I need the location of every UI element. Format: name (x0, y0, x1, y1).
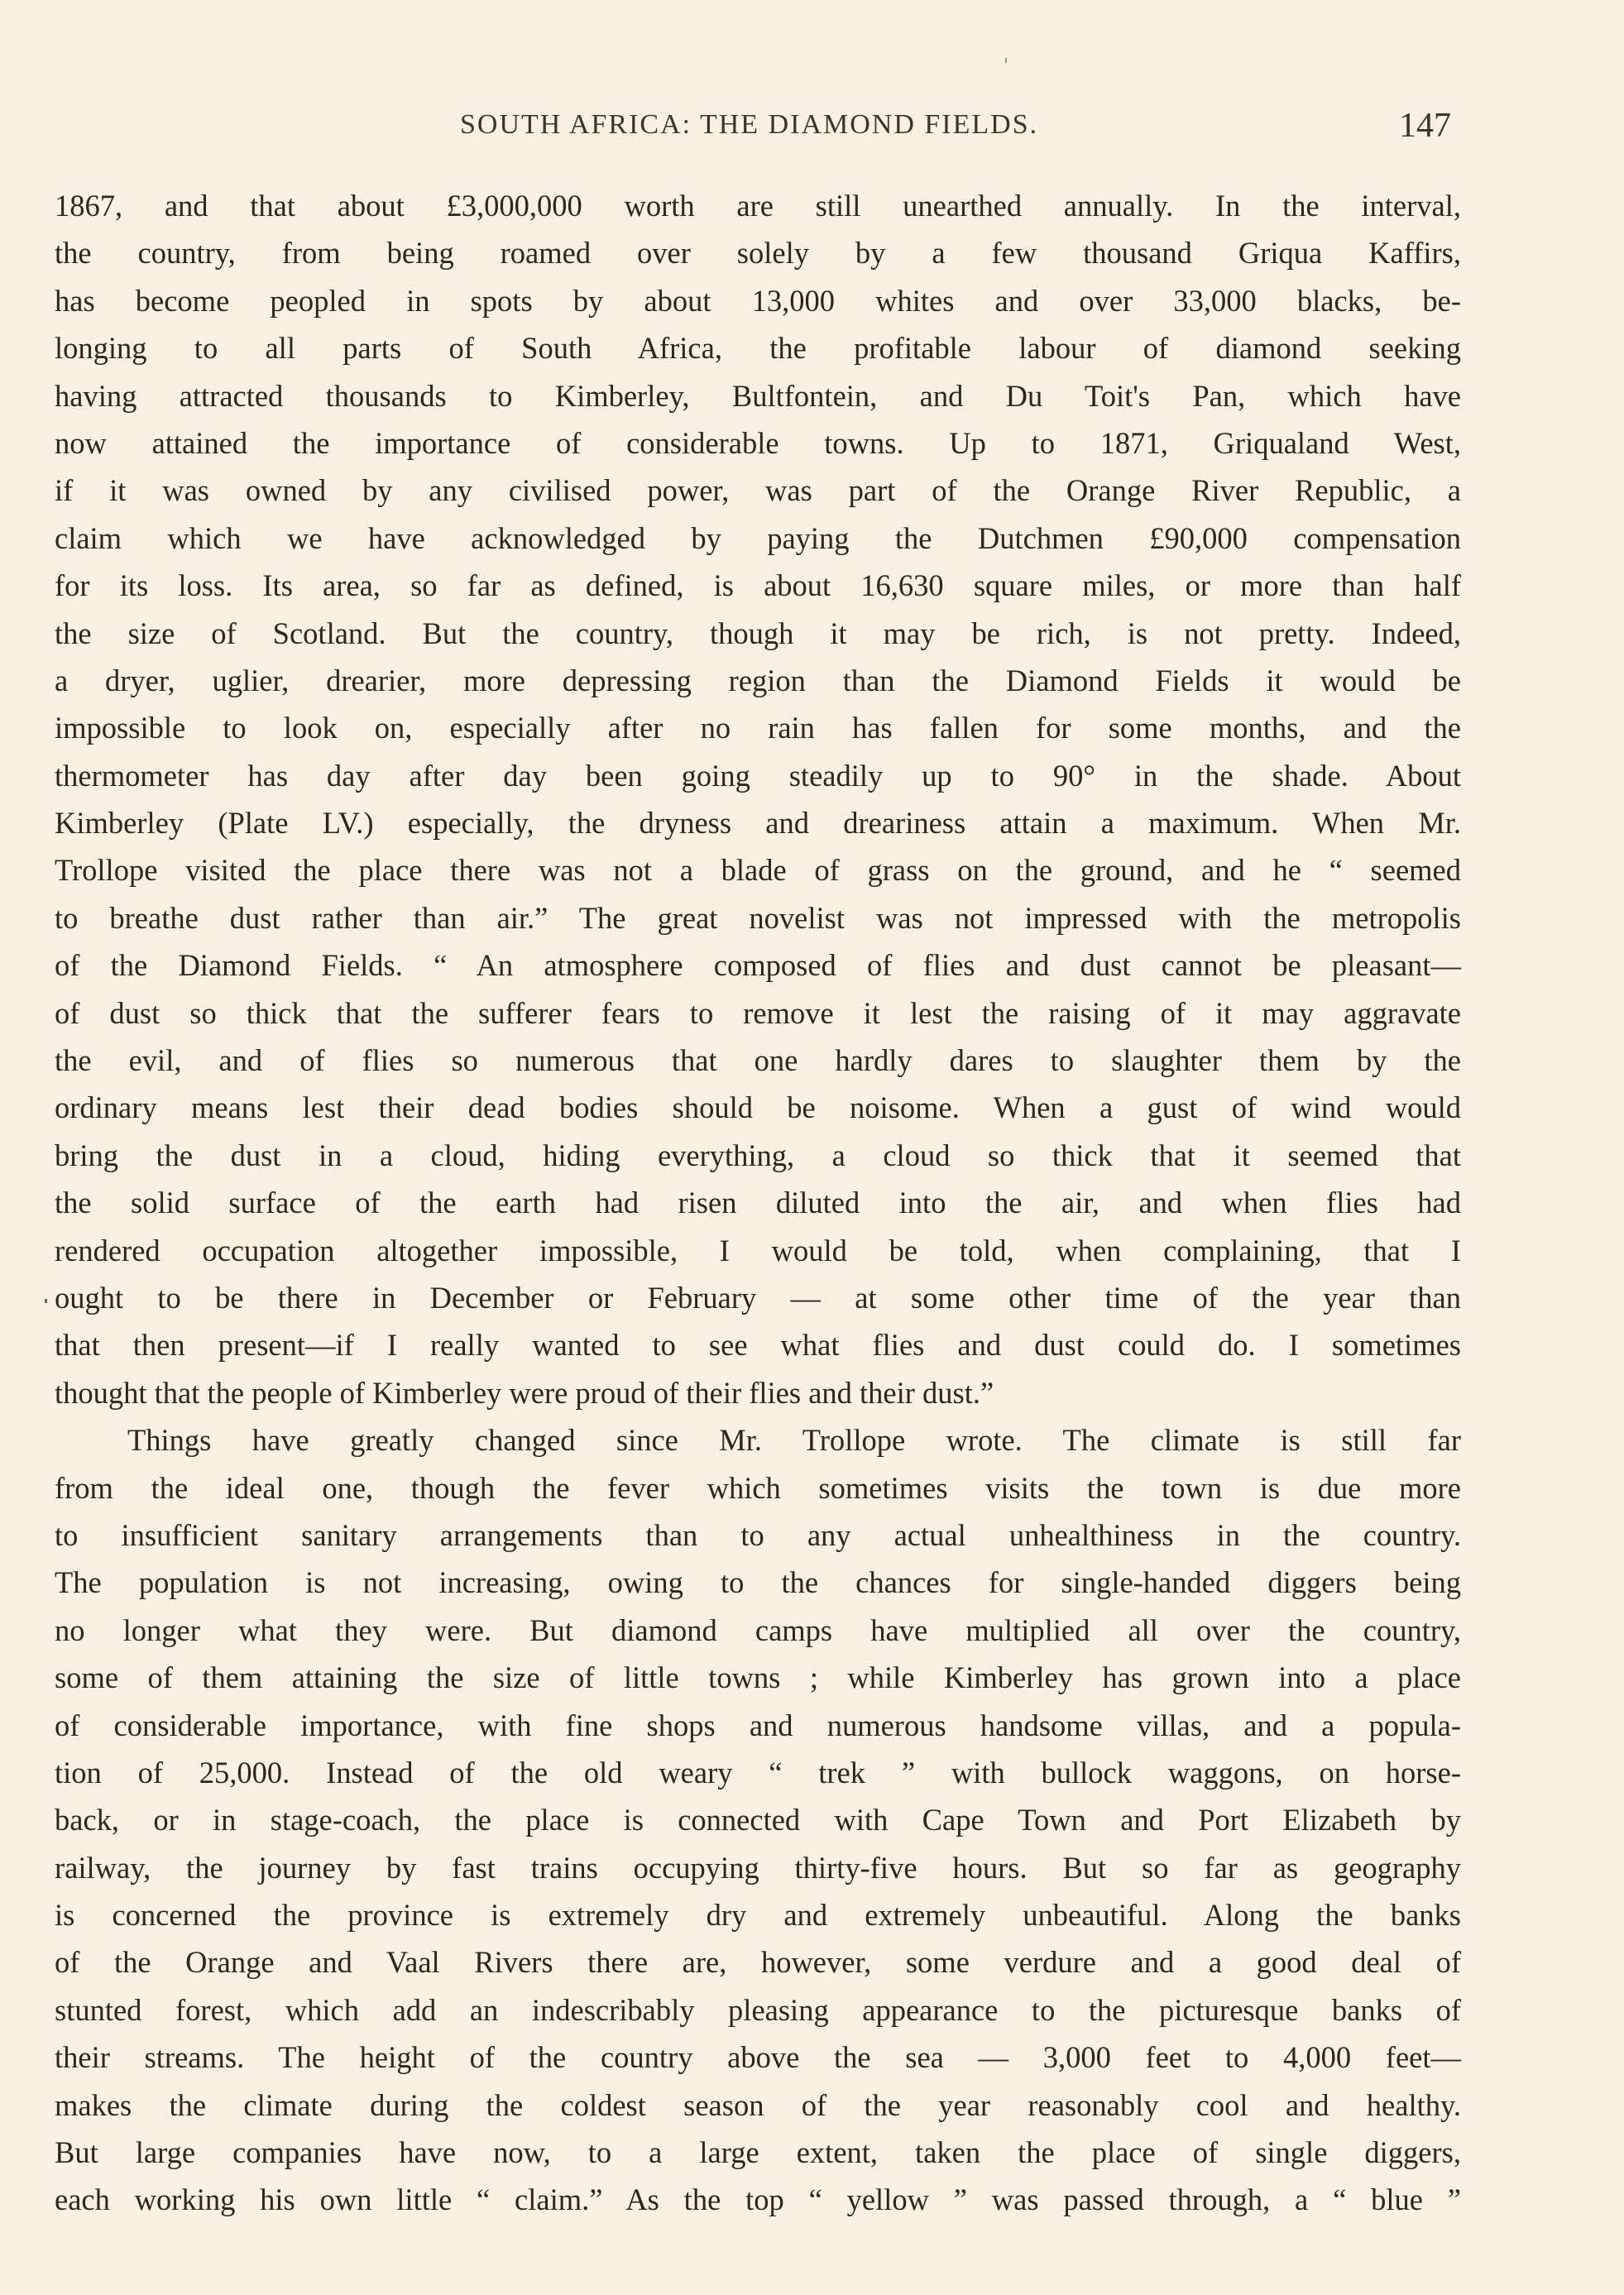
text-line: Trollope visited the place there was not a blade of grass on the ground, and he “ seemed (55, 853, 1461, 888)
text-line: that then present—if I really wanted to see what flies and dust could do. I sometimes (55, 1328, 1461, 1363)
text-line: some of them attaining the size of little towns ; while Kimberley has grown into a place (55, 1660, 1461, 1695)
text-line: of considerable importance, with fine shops and numerous handsome villas, and a popula- (55, 1708, 1461, 1742)
text-line: now attained the importance of considerable towns. Up to 1871, Griqualand West, (55, 425, 1461, 460)
text-line: railway, the journey by fast trains occupying thirty-five hours. But so far as geography (55, 1850, 1461, 1885)
text-line: to insufficient sanitary arrangements than to any actual unhealthiness in the country. (55, 1517, 1461, 1552)
text-line: the country, from being roamed over solely by a few thousand Griqua Kaffirs, (55, 236, 1461, 271)
text-line: Kimberley (Plate LV.) especially, the dryness and dreariness attain a maximum. When Mr. (55, 806, 1461, 841)
text-line: of the Orange and Vaal Rivers there are, however, some verdure and a good deal of (55, 1945, 1461, 1980)
page-speck (1005, 58, 1007, 63)
text-line: the size of Scotland. But the country, though it may be rich, is not pretty. Indeed, (55, 616, 1461, 650)
text-line: is concerned the province is extremely dry and extremely unbeautiful. Along the banks (55, 1898, 1461, 1933)
page-speck (45, 1299, 47, 1303)
text-line: has become peopled in spots by about 13,000 whites and over 33,000 blacks, be- (55, 283, 1461, 318)
text-line: claim which we have acknowledged by paying the Dutchmen £90,000 compensation (55, 520, 1461, 555)
page-number: 147 (1399, 107, 1451, 145)
page-header (55, 106, 1461, 156)
running-title: SOUTH AFRICA: THE DIAMOND FIELDS. (460, 109, 1039, 140)
text-line: thought that the people of Kimberley were proud of their flies and their dust.” (55, 1375, 994, 1410)
text-line: Things have greatly changed since Mr. Trollope wrote. The climate is still far (127, 1423, 1461, 1458)
text-line: rendered occupation altogether impossible, I would be told, when complaining, that I (55, 1233, 1461, 1267)
text-line: for its loss. Its area, so far as defined, is about 16,630 square miles, or more than half (55, 568, 1461, 603)
text-line: a dryer, uglier, drearier, more depressing region than the Diamond Fields it would be (55, 663, 1461, 697)
text-line: tion of 25,000. Instead of the old weary “ trek ” with bullock waggons, on horse- (55, 1755, 1461, 1790)
text-line: stunted forest, which add an indescribably pleasing appearance to the picturesque banks of (55, 1992, 1461, 2027)
text-line: thermometer has day after day been going steadily up to 90° in the shade. About (55, 758, 1461, 793)
text-line: The population is not increasing, owing to the chances for single-handed diggers being (55, 1565, 1461, 1600)
text-line: no longer what they were. But diamond camps have multiplied all over the country, (55, 1612, 1461, 1647)
text-line: to breathe dust rather than air.” The great novelist was not impressed with the metropolis (55, 900, 1461, 935)
text-line: ordinary means lest their dead bodies should be noisome. When a gust of wind would (55, 1090, 1461, 1125)
text-line: each working his own little “ claim.” As the top “ yellow ” was passed through, a “ blue ” (55, 2182, 1461, 2217)
text-line: the solid surface of the earth had risen diluted into the air, and when flies had (55, 1186, 1461, 1220)
text-line: the evil, and of flies so numerous that one hardly dares to slaughter them by the (55, 1043, 1461, 1078)
text-line: having attracted thousands to Kimberley, Bultfontein, and Du Toit's Pan, which have (55, 378, 1461, 413)
text-line: 1867, and that about £3,000,000 worth are still unearthed annually. In the interval, (55, 189, 1461, 223)
text-line: makes the climate during the coldest season of the year reasonably cool and healthy. (55, 2087, 1461, 2122)
text-line: their streams. The height of the country above the sea — 3,000 feet to 4,000 feet— (55, 2040, 1461, 2075)
text-line: from the ideal one, though the fever which sometimes visits the town is due more (55, 1470, 1461, 1505)
text-line: back, or in stage-coach, the place is connected with Cape Town and Port Elizabeth by (55, 1803, 1461, 1837)
text-line: of the Diamond Fields. “ An atmosphere composed of flies and dust cannot be pleasant— (55, 948, 1461, 983)
text-line: of dust so thick that the sufferer fears to remove it lest the raising of it may aggravate (55, 995, 1461, 1030)
body-text (55, 182, 1461, 2224)
text-line: bring the dust in a cloud, hiding everything, a cloud so thick that it seemed that (55, 1138, 1461, 1172)
text-line: But large companies have now, to a large extent, taken the place of single diggers, (55, 2135, 1461, 2170)
text-line: impossible to look on, especially after no rain has fallen for some months, and the (55, 711, 1461, 745)
text-line: longing to all parts of South Africa, the profitable labour of diamond seeking (55, 331, 1461, 366)
text-line: if it was owned by any civilised power, was part of the Orange River Republic, a (55, 473, 1461, 508)
text-line: ought to be there in December or February — at some other time of the year than (55, 1280, 1461, 1315)
